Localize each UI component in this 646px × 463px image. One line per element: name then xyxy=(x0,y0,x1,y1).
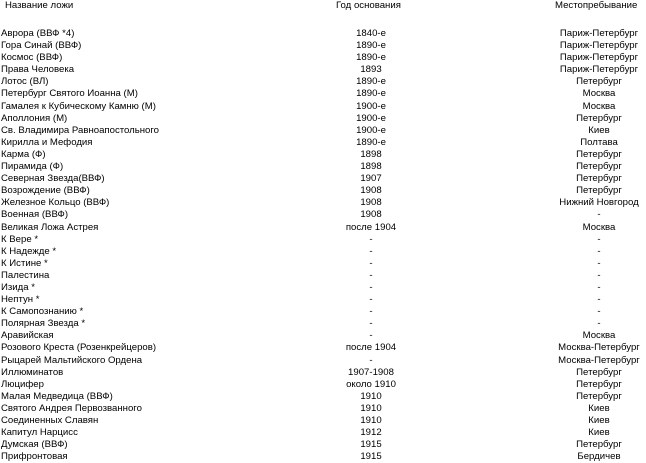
table-row xyxy=(0,294,646,306)
table-row xyxy=(0,258,646,270)
location-cell: - xyxy=(597,318,601,330)
founding-year-cell: 1915 xyxy=(360,439,382,451)
location-cell: Париж-Петербург xyxy=(559,28,639,39)
founding-year-cell: - xyxy=(369,354,373,366)
lodge-name-cell: Изида * xyxy=(1,281,35,293)
lodge-name-cell: К Надежде * xyxy=(1,245,57,257)
table-row xyxy=(0,197,646,209)
lodge-name-cell: Кирилла и Мефодия xyxy=(1,136,93,148)
founding-year-cell: 1908 xyxy=(360,185,382,197)
table-row xyxy=(0,379,646,391)
location-cell: Полтава xyxy=(580,136,618,148)
location-cell: - xyxy=(597,209,601,221)
table-row xyxy=(0,64,646,76)
table-row xyxy=(0,209,646,221)
lodge-name-cell: Гора Синай (ВВФ) xyxy=(1,40,82,52)
lodge-name-cell: Капитул Нарцисс xyxy=(1,427,78,439)
founding-year-cell: - xyxy=(369,245,373,257)
location-cell: - xyxy=(597,281,601,293)
lodge-name-cell: Лотос (ВЛ) xyxy=(1,76,49,88)
location-cell: Москва xyxy=(582,221,616,233)
table-row xyxy=(0,355,646,367)
location-cell: Москва xyxy=(582,100,616,112)
lodge-name-cell: Св. Владимира Равноапостольного xyxy=(1,124,160,136)
lodge-name-cell: Думская (ВВФ) xyxy=(1,439,68,451)
lodge-name-cell: Люцифер xyxy=(1,378,44,390)
founding-year-cell: 1900-е xyxy=(356,124,386,136)
location-cell: Киев xyxy=(588,124,610,136)
table-row xyxy=(0,439,646,451)
lodge-name-cell: Северная Звезда(ВВФ) xyxy=(1,173,105,185)
lodge-name-cell: К Самопознанию * xyxy=(1,306,84,318)
lodge-name-cell: Малая Медведица (ВВФ) xyxy=(1,390,113,402)
lodge-name-cell: Аврора (ВВФ *4) xyxy=(1,28,75,39)
location-cell: Бердичев xyxy=(577,451,621,463)
location-cell: Петербург xyxy=(576,173,622,185)
lodge-name-cell: К Вере * xyxy=(1,233,39,245)
founding-year-cell: 1898 xyxy=(360,161,382,173)
lodge-name-cell: Святого Андрея Первозванного xyxy=(1,402,142,414)
lodge-name-cell: Палестина xyxy=(1,269,50,281)
table-row xyxy=(0,137,646,149)
lodge-name-cell: Полярная Звезда * xyxy=(1,318,86,330)
founding-year-cell: - xyxy=(369,330,373,342)
location-cell: Петербург xyxy=(576,378,622,390)
location-cell: Москва-Петербург xyxy=(558,354,640,366)
table-row xyxy=(0,76,646,88)
founding-year-cell: 1890-е xyxy=(356,52,386,64)
location-cell: Петербург xyxy=(576,390,622,402)
founding-year-cell: - xyxy=(369,294,373,306)
table-row xyxy=(0,40,646,52)
lodge-name-cell: Права Человека xyxy=(1,64,75,76)
column-header-name: Название ложи xyxy=(5,0,74,11)
table-row xyxy=(0,52,646,64)
founding-year-cell: 1915 xyxy=(360,451,382,463)
lodge-name-cell: Аполлония (М) xyxy=(1,112,68,124)
table-row xyxy=(0,270,646,282)
table-row xyxy=(0,161,646,173)
table-row xyxy=(0,451,646,463)
lodge-name-cell: Гамалея к Кубическому Камню (М) xyxy=(1,100,156,112)
table-row xyxy=(0,125,646,137)
founding-year-cell: 1898 xyxy=(360,148,382,160)
location-cell: Петербург xyxy=(576,439,622,451)
location-cell: Киев xyxy=(588,415,610,426)
table-row xyxy=(0,427,646,439)
founding-year-cell: 1907 xyxy=(360,173,382,185)
table-row xyxy=(0,415,646,427)
founding-year-cell: - xyxy=(369,281,373,293)
lodge-name-cell: Прифронтовая xyxy=(1,451,68,463)
location-cell: Петербург xyxy=(576,76,622,88)
founding-year-cell: после 1904 xyxy=(345,342,397,354)
location-cell: Киев xyxy=(588,427,610,439)
location-cell: Париж-Петербург xyxy=(559,64,639,76)
location-cell: - xyxy=(597,233,601,245)
founding-year-cell: 1890-е xyxy=(356,76,386,88)
founding-year-cell: - xyxy=(369,306,373,318)
table-row xyxy=(0,88,646,100)
table-row xyxy=(0,149,646,161)
founding-year-cell: 1912 xyxy=(360,427,382,439)
table-row xyxy=(0,173,646,185)
lodge-name-cell: Розового Креста (Розенкрейцеров) xyxy=(1,342,157,354)
table-row xyxy=(0,101,646,113)
table-row xyxy=(0,234,646,246)
location-cell: - xyxy=(597,269,601,281)
lodge-name-cell: К Истине * xyxy=(1,257,48,269)
table-row xyxy=(0,222,646,234)
founding-year-cell: 1908 xyxy=(360,197,382,209)
founding-year-cell: 1890-е xyxy=(356,136,386,148)
table-row xyxy=(0,306,646,318)
lodge-name-cell: Аравийская xyxy=(1,330,54,342)
table-body xyxy=(0,28,646,463)
table-row xyxy=(0,113,646,125)
location-cell: Париж-Петербург xyxy=(559,40,639,52)
location-cell: Петербург xyxy=(576,148,622,160)
founding-year-cell: после 1904 xyxy=(345,221,397,233)
table-row xyxy=(0,403,646,415)
founding-year-cell: 1900-е xyxy=(356,112,386,124)
founding-year-cell: 1910 xyxy=(360,390,382,402)
table-row xyxy=(0,391,646,403)
location-cell: Петербург xyxy=(576,185,622,197)
lodge-name-cell: Соединенных Славян xyxy=(1,415,99,426)
founding-year-cell: - xyxy=(369,257,373,269)
column-header-year: Год основания xyxy=(336,0,401,11)
location-cell: Петербург xyxy=(576,366,622,378)
location-cell: Париж-Петербург xyxy=(559,52,639,64)
table-row xyxy=(0,185,646,197)
founding-year-cell: 1910 xyxy=(360,402,382,414)
founding-year-cell: 1890-е xyxy=(356,40,386,52)
lodge-name-cell: Космос (ВВФ) xyxy=(1,52,63,64)
founding-year-cell: - xyxy=(369,318,373,330)
location-cell: - xyxy=(597,257,601,269)
table-row xyxy=(0,342,646,354)
founding-year-cell: 1900-е xyxy=(356,100,386,112)
table-row xyxy=(0,330,646,342)
location-cell: Петербург xyxy=(576,112,622,124)
location-cell: - xyxy=(597,294,601,306)
table-row xyxy=(0,318,646,330)
lodge-name-cell: Петербург Святого Иоанна (М) xyxy=(1,88,138,100)
location-cell: - xyxy=(597,245,601,257)
location-cell: Москва xyxy=(582,330,616,342)
location-cell: Москва xyxy=(582,88,616,100)
founding-year-cell: 1907-1908 xyxy=(348,366,394,378)
lodge-name-cell: Великая Ложа Астрея xyxy=(1,221,99,233)
founding-year-cell: 1890-е xyxy=(356,88,386,100)
founding-year-cell: 1908 xyxy=(360,209,382,221)
lodge-name-cell: Карма (Ф) xyxy=(1,148,46,160)
lodge-name-cell: Иллюминатов xyxy=(1,366,64,378)
lodge-name-cell: Рыцарей Мальтийского Ордена xyxy=(1,354,143,366)
founding-year-cell: - xyxy=(369,233,373,245)
founding-year-cell: около 1910 xyxy=(346,378,396,390)
location-cell: Нижний Новгород xyxy=(559,197,639,209)
founding-year-cell: 1910 xyxy=(360,415,382,426)
location-cell: Москва-Петербург xyxy=(558,342,640,354)
location-cell: Киев xyxy=(588,402,610,414)
table-row xyxy=(0,28,646,40)
founding-year-cell: 1893 xyxy=(360,64,382,76)
lodge-name-cell: Военная (ВВФ) xyxy=(1,209,69,221)
lodge-name-cell: Пирамида (Ф) xyxy=(1,161,64,173)
founding-year-cell: - xyxy=(369,269,373,281)
table-header xyxy=(0,0,646,12)
table-row xyxy=(0,367,646,379)
lodge-name-cell: Нептун * xyxy=(1,294,40,306)
lodge-name-cell: Возрождение (ВВФ) xyxy=(1,185,90,197)
table-row xyxy=(0,282,646,294)
location-cell: Петербург xyxy=(576,161,622,173)
location-cell: - xyxy=(597,306,601,318)
column-header-place: Местопребывание xyxy=(555,0,638,11)
founding-year-cell: 1840-е xyxy=(356,28,386,39)
table-row xyxy=(0,246,646,258)
lodge-name-cell: Железное Кольцо (ВВФ) xyxy=(1,197,110,209)
